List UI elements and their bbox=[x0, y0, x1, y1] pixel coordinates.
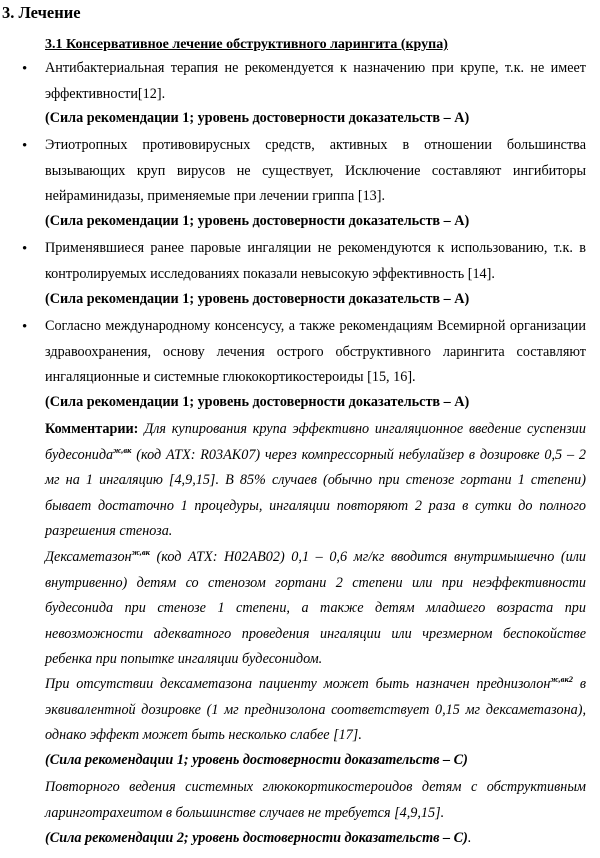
strength-line-1: (Сила рекомендации 1; уровень достоверности доказательств – А) bbox=[45, 110, 470, 126]
strength-line-4: (Сила рекомендации 1; уровень достоверности доказательств – А) bbox=[45, 394, 470, 410]
comment-paragraph-4: Повторного ведения системных глюкокортикостероидов детям с обструктивным ларинготрахеитом в большинстве случаев не требуется [4,9,15]. bbox=[45, 779, 586, 821]
drug-mark: ж,вк bbox=[113, 444, 132, 455]
bullet-text-4: Согласно международному консенсусу, а также рекомендациям Всемирной организации здравоохранения, основу лечения острого обструктивного ларингита составляют ингаляционные и системные глюкокортикостероиды [15, 16]. bbox=[45, 318, 586, 386]
bullet-marker: • bbox=[22, 319, 28, 335]
bullet-text-1: Антибактериальная терапия не рекомендуется к назначению при крупе, т.к. не имеет эффективности[12]. bbox=[45, 60, 586, 102]
strength-line-c1: (Сила рекомендации 1; уровень достоверности доказательств – С) bbox=[45, 752, 468, 768]
strength-line-3: (Сила рекомендации 1; уровень достоверности доказательств – А) bbox=[45, 291, 470, 307]
drug-mark: ж,вк bbox=[131, 547, 150, 557]
bullet-marker: • bbox=[22, 61, 28, 77]
comment-paragraph-1: Комментарии: Для купирования крупа эффективно ингаляционное введение суспензии будесонида$^{ж,вк}$ (код АТХ: R03AK07) через компрессорный небулайзер в дозировке 0,5 – 2 мг на 1 ингаляцию [4,9,15]. В 85% случаев (обычно при стенозе гортани 1 степени) бывает достаточно 1 процедуры, ингаляции повторяют 2 раза в сутки до полного разрешения стеноза. bbox=[45, 421, 586, 540]
comment-label: Комментарии: bbox=[45, 421, 139, 437]
bullet-text-3: Применявшиеся ранее паровые ингаляции не рекомендуются к использованию, т.к. в контролируемых исследованиях показали невысокую эффективность [14]. bbox=[45, 240, 586, 282]
strength-line-2: (Сила рекомендации 1; уровень достоверности доказательств – А) bbox=[45, 213, 470, 229]
section-heading: 3. Лечение bbox=[2, 3, 81, 22]
bullet-marker: • bbox=[22, 241, 28, 257]
bullet-text-2: Этиотропных противовирусных средств, активных в отношении большинства вызывающих круп вирусов не существует, Исключение составляют ингибиторы нейраминидазы, применяемые при лечении гриппа [13]. bbox=[45, 137, 586, 205]
drug-mark: ж,вк2 bbox=[550, 674, 573, 684]
comment-paragraph-3: При отсутствии дексаметазона пациенту может быть назначен преднизолон$^{ж,вк2}$ в эквивалентной дозировке (1 мг преднизолона соответствует 0,15 мг дексаметазона), однако эффект может быть несколько слабее [17]. bbox=[45, 674, 586, 744]
comment-paragraph-2: Дексаметазон$^{ж,вк}$ (код АТХ: H02AB02) 0,1 – 0,6 мг/кг вводится внутримышечно (или внутривенно) детям со стенозом гортани 2 степени или при неэффективности будесонида при стенозе 1 степени, а также детям младшего возраста при невозможности адекватного проведения ингаляции или чрезмерном беспокойстве ребенка при попытке ингаляции будесонидом. bbox=[45, 547, 586, 668]
subsection-heading: 3.1 Консервативное лечение обструктивного ларингита (крупа) bbox=[45, 37, 448, 52]
bullet-marker: • bbox=[22, 138, 28, 154]
strength-line-final: (Сила рекомендации 2; уровень достоверности доказательств – С). bbox=[45, 830, 472, 846]
